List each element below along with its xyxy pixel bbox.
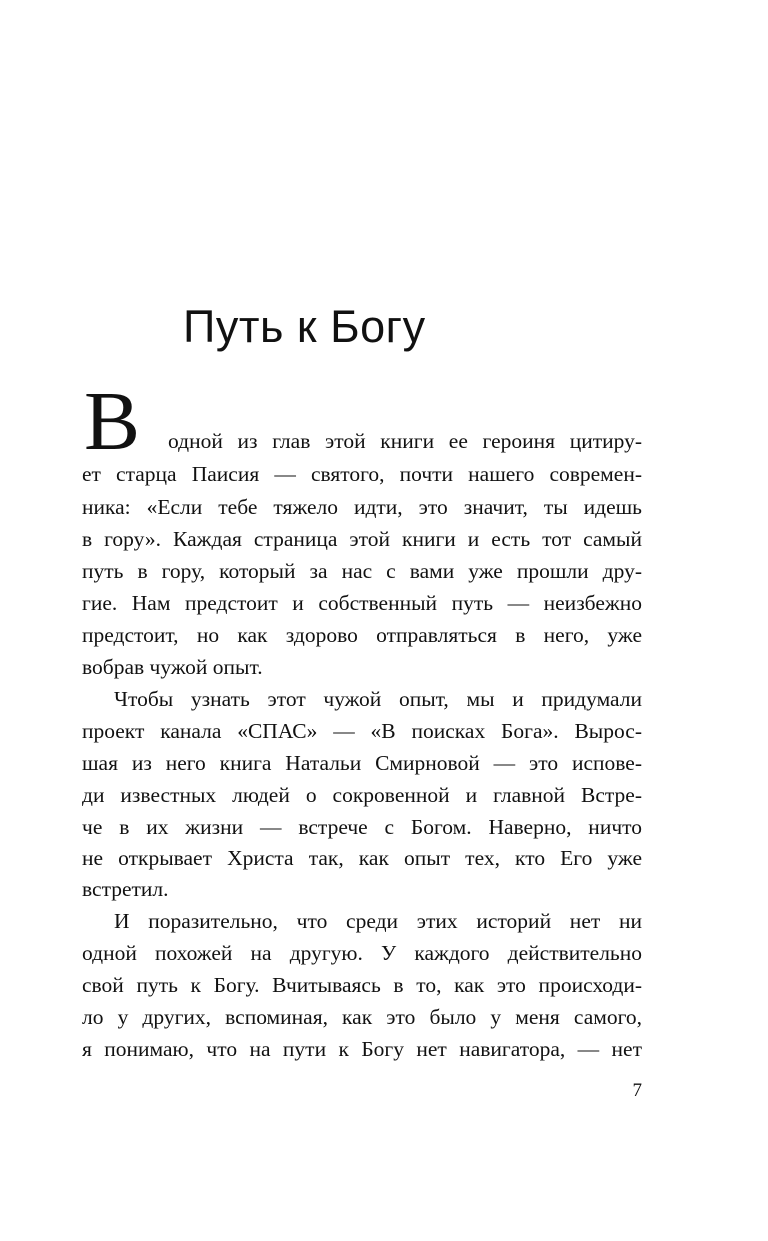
paragraph-line: предстоит, но как здорово отправляться в него, уже [82, 623, 642, 647]
paragraph-line: вобрав чужой опыт. [82, 655, 263, 679]
paragraph-line: в гору». Каждая страница этой книги и есть тот самый [82, 527, 642, 551]
page-number: 7 [632, 1080, 642, 1101]
paragraph-line: ло у других, вспоминая, как это было у меня самого, [82, 1005, 642, 1029]
chapter-title: Путь к Богу [183, 301, 426, 352]
paragraph-line: ет старца Паисия — святого, почти нашего современ- [82, 462, 642, 486]
paragraph-line: шая из него книга Натальи Смирновой — это испове- [82, 751, 642, 775]
paragraph-line: ника: «Если тебе тяжело идти, это значит, ты идешь [82, 495, 642, 519]
paragraph-line: я понимаю, что на пути к Богу нет навигатора, — нет [82, 1037, 642, 1061]
paragraph-line: И поразительно, что среди этих историй нет ни [114, 909, 642, 933]
paragraph-line: свой путь к Богу. Вчитываясь в то, как это происходи- [82, 973, 642, 997]
paragraph-line: Чтобы узнать этот чужой опыт, мы и придумали [114, 687, 642, 711]
paragraph-line: проект канала «СПАС» — «В поисках Бога». Вырос- [82, 719, 642, 743]
paragraph-line: одной похожей на другую. У каждого действительно [82, 941, 642, 965]
paragraph-line: путь в гору, который за нас с вами уже прошли дру- [82, 559, 642, 583]
paragraph-line: встретил. [82, 877, 169, 901]
paragraph-line: ди известных людей о сокровенной и главной Встре- [82, 783, 642, 807]
paragraph-line: не открывает Христа так, как опыт тех, кто Его уже [82, 846, 642, 870]
drop-cap: В [84, 375, 141, 468]
paragraph-line: че в их жизни — встрече с Богом. Наверно, ничто [82, 815, 642, 839]
paragraph-line: гие. Нам предстоит и собственный путь — неизбежно [82, 591, 642, 615]
paragraph-line: одной из глав этой книги ее героиня цитиру- [168, 429, 642, 453]
